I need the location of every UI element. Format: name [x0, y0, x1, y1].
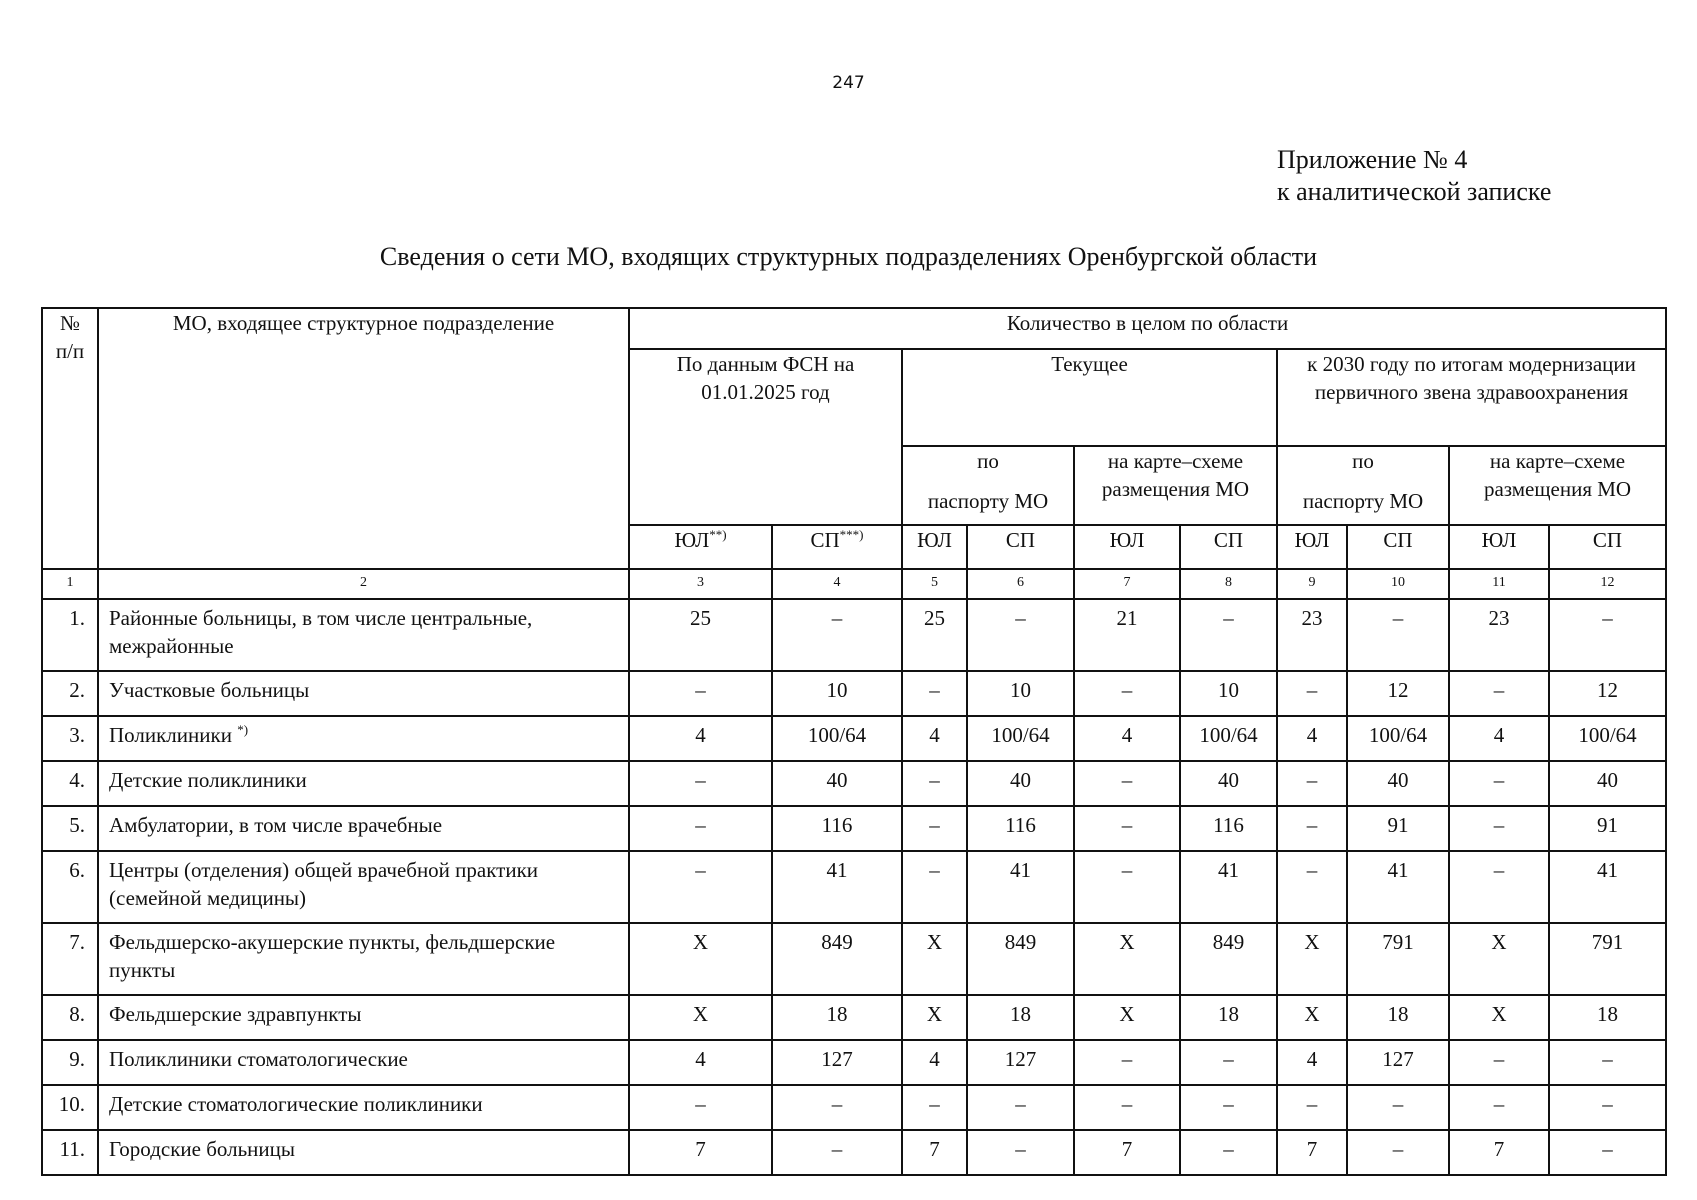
appendix-line-2: к аналитической записке [1277, 177, 1552, 206]
header-num: № п/п [42, 308, 98, 569]
passport-bottom: паспорту МО [1302, 489, 1424, 513]
value-cell: – [967, 1130, 1074, 1175]
value-cell: 100/64 [1347, 716, 1449, 761]
column-number: 7 [1074, 569, 1180, 599]
value-cell: Х [1074, 923, 1180, 995]
value-cell: 91 [1549, 806, 1666, 851]
value-cell: 4 [629, 1040, 772, 1085]
row-name: Фельдшерско-акушерские пункты, фельдшерские пункты [98, 923, 629, 995]
value-cell: Х [1277, 923, 1347, 995]
value-cell: 100/64 [772, 716, 902, 761]
value-cell: 100/64 [1549, 716, 1666, 761]
passport-top: по [1352, 449, 1374, 473]
value-cell: – [1074, 1040, 1180, 1085]
value-cell: – [1180, 599, 1277, 671]
value-cell: – [772, 1130, 902, 1175]
header-2030-passport [1277, 446, 1449, 525]
value-cell: – [1277, 806, 1347, 851]
header-ul: ЮЛ [1074, 525, 1180, 569]
value-cell: 41 [1347, 851, 1449, 923]
value-cell: 4 [629, 716, 772, 761]
column-number: 12 [1549, 569, 1666, 599]
value-cell: – [902, 851, 967, 923]
value-cell: Х [902, 995, 967, 1040]
value-cell: 791 [1549, 923, 1666, 995]
header-fsn: По данным ФСН на 01.01.2025 год [629, 349, 902, 525]
value-cell: Х [1277, 995, 1347, 1040]
value-cell: 12 [1549, 671, 1666, 716]
table-body [42, 599, 1666, 1175]
column-number: 5 [902, 569, 967, 599]
header-current: Текущее [902, 349, 1277, 446]
header-current-map: на карте–схеме размещения МО [1074, 446, 1277, 525]
value-cell: 41 [1180, 851, 1277, 923]
value-cell: 40 [1549, 761, 1666, 806]
value-cell: 7 [629, 1130, 772, 1175]
value-cell: Х [902, 923, 967, 995]
value-cell: – [1180, 1130, 1277, 1175]
value-cell: – [629, 761, 772, 806]
value-cell: 7 [1074, 1130, 1180, 1175]
value-cell: 116 [1180, 806, 1277, 851]
row-number: 3. [42, 716, 98, 761]
value-cell: – [629, 806, 772, 851]
table-row [42, 671, 1666, 716]
value-cell: – [967, 1085, 1074, 1130]
value-cell: Х [1449, 923, 1549, 995]
row-name: Детские поликлиники [98, 761, 629, 806]
value-cell: 25 [629, 599, 772, 671]
table-row [42, 923, 1666, 995]
value-cell: Х [1074, 995, 1180, 1040]
value-cell: – [1180, 1085, 1277, 1130]
value-cell: Х [1449, 995, 1549, 1040]
value-cell: 4 [902, 716, 967, 761]
value-cell: – [629, 1085, 772, 1130]
value-cell: 849 [1180, 923, 1277, 995]
value-cell: – [629, 851, 772, 923]
header-ul-fsn: ЮЛ**) [629, 525, 772, 569]
row-number: 10. [42, 1085, 98, 1130]
value-cell: – [1277, 761, 1347, 806]
row-number: 9. [42, 1040, 98, 1085]
column-number: 8 [1180, 569, 1277, 599]
value-cell: – [1449, 851, 1549, 923]
row-name: Поликлиники стоматологические [98, 1040, 629, 1085]
value-cell: – [1449, 671, 1549, 716]
column-number: 1 [42, 569, 98, 599]
row-name: Городские больницы [98, 1130, 629, 1175]
value-cell: 4 [1277, 1040, 1347, 1085]
table-row [42, 995, 1666, 1040]
value-cell: – [772, 1085, 902, 1130]
value-cell: – [1074, 761, 1180, 806]
value-cell: 23 [1277, 599, 1347, 671]
value-cell: – [1277, 851, 1347, 923]
table-row [42, 1040, 1666, 1085]
value-cell: 18 [772, 995, 902, 1040]
header-2030: к 2030 году по итогам модернизации первичного звена здравоохранения [1277, 349, 1666, 446]
value-cell: – [1074, 806, 1180, 851]
header-current-passport [902, 446, 1074, 525]
value-cell: 127 [772, 1040, 902, 1085]
table-row [42, 806, 1666, 851]
value-cell: 91 [1347, 806, 1449, 851]
value-cell: 7 [902, 1130, 967, 1175]
header-total: Количество в целом по области [629, 308, 1666, 349]
value-cell: 7 [1277, 1130, 1347, 1175]
row-name: Поликлиники *) [98, 716, 629, 761]
row-number: 11. [42, 1130, 98, 1175]
value-cell: 116 [772, 806, 902, 851]
appendix-line-1: Приложение № 4 [1277, 145, 1468, 174]
header-mo: МО, входящее структурное подразделение [98, 308, 629, 569]
value-cell: 4 [1277, 716, 1347, 761]
value-cell: – [1549, 1040, 1666, 1085]
column-number: 9 [1277, 569, 1347, 599]
value-cell: 40 [967, 761, 1074, 806]
row-number: 7. [42, 923, 98, 995]
value-cell: 25 [902, 599, 967, 671]
table-row [42, 1085, 1666, 1130]
value-cell: 18 [1180, 995, 1277, 1040]
value-cell: – [902, 806, 967, 851]
value-cell: 127 [1347, 1040, 1449, 1085]
value-cell: 41 [967, 851, 1074, 923]
table-row [42, 599, 1666, 671]
value-cell: – [902, 671, 967, 716]
value-cell: 4 [902, 1040, 967, 1085]
value-cell: 18 [1347, 995, 1449, 1040]
value-cell: Х [629, 995, 772, 1040]
value-cell: – [1347, 1085, 1449, 1130]
value-cell: 12 [1347, 671, 1449, 716]
header-ul: ЮЛ [1277, 525, 1347, 569]
value-cell: 21 [1074, 599, 1180, 671]
value-cell: 4 [1449, 716, 1549, 761]
value-cell: Х [629, 923, 772, 995]
value-cell: 10 [1180, 671, 1277, 716]
value-cell: 849 [967, 923, 1074, 995]
row-name: Детские стоматологические поликлиники [98, 1085, 629, 1130]
header-sp: СП [1347, 525, 1449, 569]
row-number: 2. [42, 671, 98, 716]
header-sp: СП [1180, 525, 1277, 569]
value-cell: – [1074, 1085, 1180, 1130]
row-name: Районные больницы, в том числе центральные, межрайонные [98, 599, 629, 671]
value-cell: – [1074, 851, 1180, 923]
value-cell: – [1549, 599, 1666, 671]
value-cell: 10 [967, 671, 1074, 716]
row-name: Участковые больницы [98, 671, 629, 716]
value-cell: 41 [772, 851, 902, 923]
value-cell: – [1449, 1040, 1549, 1085]
value-cell: 40 [1180, 761, 1277, 806]
row-name: Амбулатории, в том числе врачебные [98, 806, 629, 851]
value-cell: – [1074, 671, 1180, 716]
value-cell: 10 [772, 671, 902, 716]
column-number: 10 [1347, 569, 1449, 599]
value-cell: – [1347, 1130, 1449, 1175]
row-number: 8. [42, 995, 98, 1040]
header-sp: СП [967, 525, 1074, 569]
appendix-note [1277, 144, 1551, 208]
value-cell: 4 [1074, 716, 1180, 761]
value-cell: – [1277, 671, 1347, 716]
value-cell: 100/64 [1180, 716, 1277, 761]
value-cell: – [967, 599, 1074, 671]
value-cell: 40 [772, 761, 902, 806]
footnote-mark: *) [237, 722, 249, 737]
value-cell: – [1549, 1085, 1666, 1130]
mo-network-table [41, 307, 1667, 1176]
header-ul: ЮЛ [1449, 525, 1549, 569]
column-number: 2 [98, 569, 629, 599]
table-row [42, 851, 1666, 923]
row-number: 6. [42, 851, 98, 923]
row-name: Центры (отделения) общей врачебной практики (семейной медицины) [98, 851, 629, 923]
column-number: 6 [967, 569, 1074, 599]
table-row [42, 761, 1666, 806]
row-number: 5. [42, 806, 98, 851]
value-cell: – [629, 671, 772, 716]
value-cell: – [1449, 761, 1549, 806]
column-number: 4 [772, 569, 902, 599]
value-cell: – [1180, 1040, 1277, 1085]
passport-top: по [977, 449, 999, 473]
value-cell: 127 [967, 1040, 1074, 1085]
value-cell: 23 [1449, 599, 1549, 671]
value-cell: – [1347, 599, 1449, 671]
document-title: Сведения о сети МО, входящих структурных подразделениях Оренбургской области [379, 242, 1318, 271]
header-sp: СП [1549, 525, 1666, 569]
column-numbers-row [42, 569, 1666, 599]
value-cell: 18 [967, 995, 1074, 1040]
value-cell: 7 [1449, 1130, 1549, 1175]
value-cell: – [1277, 1085, 1347, 1130]
header-ul: ЮЛ [902, 525, 967, 569]
table-row [42, 716, 1666, 761]
row-name: Фельдшерские здравпункты [98, 995, 629, 1040]
value-cell: 41 [1549, 851, 1666, 923]
value-cell: – [1449, 1085, 1549, 1130]
value-cell: – [902, 761, 967, 806]
value-cell: 40 [1347, 761, 1449, 806]
table-row [42, 1130, 1666, 1175]
column-number: 3 [629, 569, 772, 599]
header-sp-fsn: СП***) [772, 525, 902, 569]
value-cell: 849 [772, 923, 902, 995]
value-cell: – [1549, 1130, 1666, 1175]
value-cell: – [1449, 806, 1549, 851]
header-2030-map: на карте–схеме размещения МО [1449, 446, 1666, 525]
passport-bottom: паспорту МО [927, 489, 1049, 513]
row-number: 4. [42, 761, 98, 806]
page-number: 247 [832, 73, 865, 93]
row-number: 1. [42, 599, 98, 671]
value-cell: 791 [1347, 923, 1449, 995]
value-cell: 100/64 [967, 716, 1074, 761]
value-cell: 18 [1549, 995, 1666, 1040]
value-cell: 116 [967, 806, 1074, 851]
value-cell: – [902, 1085, 967, 1130]
value-cell: – [772, 599, 902, 671]
column-number: 11 [1449, 569, 1549, 599]
